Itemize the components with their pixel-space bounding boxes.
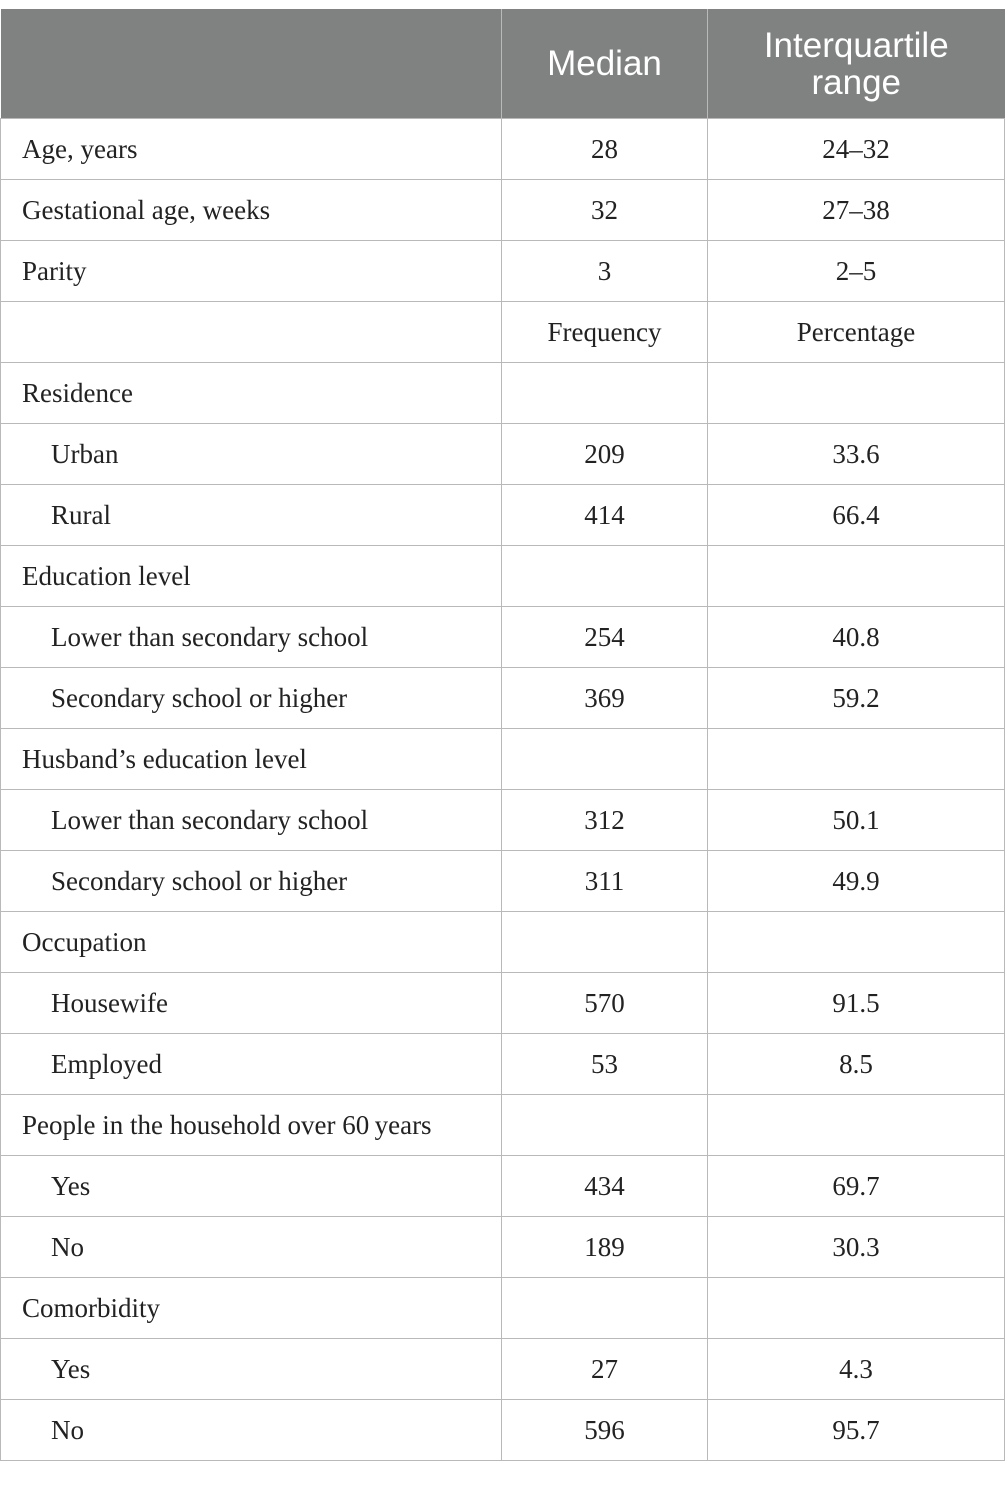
- table-row-employed: [1, 1034, 1005, 1095]
- row-value-2: 24–32: [708, 119, 1005, 180]
- row-label: Lower than secondary school: [1, 607, 502, 668]
- row-label: Age, years: [1, 119, 502, 180]
- row-value-1: 434: [502, 1156, 708, 1217]
- table-row-household-over-60: [1, 1095, 1005, 1156]
- row-value-1: 3: [502, 241, 708, 302]
- row-value-1: 570: [502, 973, 708, 1034]
- row-value-2: [708, 546, 1005, 607]
- table-row-residence: [1, 363, 1005, 424]
- row-value-2: 33.6: [708, 424, 1005, 485]
- table-row-urban: [1, 424, 1005, 485]
- table-row-household-no: [1, 1217, 1005, 1278]
- table-body: [1, 119, 1005, 1461]
- table-row-housewife: [1, 973, 1005, 1034]
- category-label: People in the household over 60 years: [1, 1095, 502, 1156]
- row-value-1: 209: [502, 424, 708, 485]
- row-value-2: 4.3: [708, 1339, 1005, 1400]
- row-label: Yes: [1, 1156, 502, 1217]
- table-row-husband-lower: [1, 790, 1005, 851]
- row-value-2: 91.5: [708, 973, 1005, 1034]
- table-header: [1, 9, 1005, 119]
- row-label: Lower than secondary school: [1, 790, 502, 851]
- row-value-1: [502, 729, 708, 790]
- table-row-husband-secondary: [1, 851, 1005, 912]
- category-label: Occupation: [1, 912, 502, 973]
- row-value-1: 311: [502, 851, 708, 912]
- row-value-1: [502, 912, 708, 973]
- row-value-2: 50.1: [708, 790, 1005, 851]
- row-value-1: 189: [502, 1217, 708, 1278]
- row-label: Employed: [1, 1034, 502, 1095]
- header-cell-interquartile-range: Interquartile range: [708, 9, 1005, 119]
- row-value-2: 2–5: [708, 241, 1005, 302]
- header-cell-median: Median: [502, 9, 708, 119]
- table-subheader-row: [1, 302, 1005, 363]
- row-value-2: 30.3: [708, 1217, 1005, 1278]
- category-label: Education level: [1, 546, 502, 607]
- row-value-2: [708, 912, 1005, 973]
- table-row-comorbidity-no: [1, 1400, 1005, 1461]
- row-value-2: 95.7: [708, 1400, 1005, 1461]
- row-label: Rural: [1, 485, 502, 546]
- row-label: No: [1, 1400, 502, 1461]
- row-value-1: [502, 1278, 708, 1339]
- row-label: Yes: [1, 1339, 502, 1400]
- row-value-1: [502, 546, 708, 607]
- characteristics-table: [0, 9, 1005, 1461]
- row-value-1: 312: [502, 790, 708, 851]
- row-value-2: [708, 1278, 1005, 1339]
- row-value-2: 27–38: [708, 180, 1005, 241]
- table-row-education-lower: [1, 607, 1005, 668]
- table-row-education-secondary: [1, 668, 1005, 729]
- row-value-2: [708, 363, 1005, 424]
- table-row-parity: [1, 241, 1005, 302]
- table-row-comorbidity: [1, 1278, 1005, 1339]
- row-value-2: [708, 1095, 1005, 1156]
- row-value-1: 596: [502, 1400, 708, 1461]
- row-label: Parity: [1, 241, 502, 302]
- row-value-2: 59.2: [708, 668, 1005, 729]
- header-cell-blank: [1, 9, 502, 119]
- subheader-percentage: Percentage: [708, 302, 1005, 363]
- table-row-rural: [1, 485, 1005, 546]
- table-row-gestational-age: [1, 180, 1005, 241]
- row-value-1: [502, 1095, 708, 1156]
- table-row-age: [1, 119, 1005, 180]
- row-label: Secondary school or higher: [1, 851, 502, 912]
- table-row-husband-education: [1, 729, 1005, 790]
- category-label: Residence: [1, 363, 502, 424]
- row-value-1: [502, 363, 708, 424]
- subheader-frequency: Frequency: [502, 302, 708, 363]
- row-value-2: 8.5: [708, 1034, 1005, 1095]
- row-value-2: 40.8: [708, 607, 1005, 668]
- row-value-1: 369: [502, 668, 708, 729]
- table-row-occupation: [1, 912, 1005, 973]
- row-label: Secondary school or higher: [1, 668, 502, 729]
- table-row-education-level: [1, 546, 1005, 607]
- row-label: Housewife: [1, 973, 502, 1034]
- row-value-1: 28: [502, 119, 708, 180]
- row-value-1: 27: [502, 1339, 708, 1400]
- row-value-2: [708, 729, 1005, 790]
- row-value-1: 53: [502, 1034, 708, 1095]
- row-label: No: [1, 1217, 502, 1278]
- category-label: Husband’s education level: [1, 729, 502, 790]
- row-value-2: 69.7: [708, 1156, 1005, 1217]
- row-label: [1, 302, 502, 363]
- row-value-1: 254: [502, 607, 708, 668]
- category-label: Comorbidity: [1, 1278, 502, 1339]
- row-label: Gestational age, weeks: [1, 180, 502, 241]
- row-value-2: 66.4: [708, 485, 1005, 546]
- row-value-2: 49.9: [708, 851, 1005, 912]
- row-value-1: 32: [502, 180, 708, 241]
- row-label: Urban: [1, 424, 502, 485]
- row-value-1: 414: [502, 485, 708, 546]
- header-row: [1, 9, 1005, 119]
- table-row-comorbidity-yes: [1, 1339, 1005, 1400]
- table-row-household-yes: [1, 1156, 1005, 1217]
